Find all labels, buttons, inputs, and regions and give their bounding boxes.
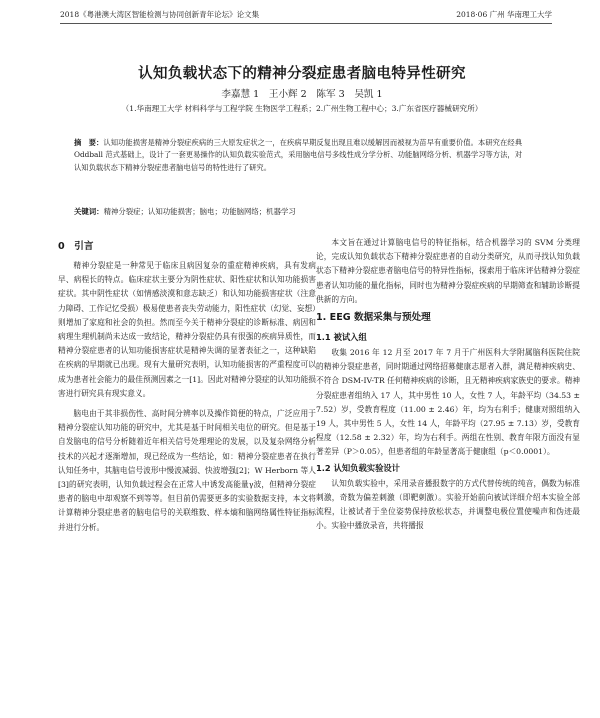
intro-paragraph-1: 精神分裂症是一种常见于临床且病因复杂的重症精神疾病，具有发病早、病程长的特点。临床症状主要分为阴性症状、阳性症状和认知功能损害症状。其中阴性症状（如情感淡漠和意志缺乏）和认知功能损害症状（注意力障碍、工作记忆受损）极易使患者丧失劳动能力，阳性症状（幻觉、妄想）则增加了家庭和社会的负担。然而至今关于精神分裂症的诊断标准、病因和病理生理机制尚未达成一致结论，精神分裂症仍具有很强的疾病异质性，而精神分裂症患者的认知功能损害症状是精神失调的显著表征之一，这种缺陷在疾病的早期就已出现。现有大量研究表明，认知功能损害的严重程度可以成为患者社会能力的最佳预测因素之一[1]。因此对精神分裂症的认知功能损害进行研究具有现实意义。	[58, 261, 316, 398]
intro-paragraph-2: 脑电由于其非损伤性、高时间分辨率以及操作简便的特点，广泛应用于精神分裂症认知功能的研究中，尤其是基于时间相关电位的研究。但是基于自发脑电的信号分析随着近年相关信号处理理论的发展，以及复杂网络分析技术的兴起才逐渐增加，现已经成为一些结论，如：精神分裂症患者在执行认知任务中，其脑电信号波形中慢波减弱、快波增强[2]；W Herborn 等人[3]的研究表明，认知负载过程会在正常人中诱发高能量γ波，但精神分裂症患者的脑电中却观察不到等等。但目前仍需要更多的实验数据支持，本文将计算精神分裂症患者的脑电信号的关联维数、样本熵和脑网络属性特征指标并进行分析。	[58, 409, 316, 532]
intro-paragraph-3: 本文旨在通过计算脑电信号的特征指标，结合机器学习的 SVM 分类理论，完成认知负载状态下精神分裂症患者的自动分类研究，从而寻找认知负载状态下精神分裂症患者脑电信号的特异性指标，探索用于临床评估精神分裂症患者认知功能的量化指标，同时也为精神分裂症疾病的早期筛查和辅助诊断提供新的方向。	[316, 238, 580, 304]
author-list: 李嘉慧 1 王小辉 2 陈军 3 吴凯 1	[221, 89, 383, 100]
right-column	[316, 236, 580, 533]
running-header-left: 2018《粤港澳大湾区智能检测与协同创新青年论坛》论文集	[60, 10, 260, 19]
keywords-text: 精神分裂症；认知功能损害；脑电；功能脑网络；机器学习	[103, 207, 296, 216]
abstract-text: 认知功能损害是精神分裂症疾病的三大原发症状之一，在疾病早期反复出现且难以缓解因而被视为苗早有重要价值。本研究在经典 Oddball 范式基础上，设计了一套更易操作的认知负载实验范式，采用脑电信号多线性成分学分析、功能脑网络分析、机器学习等方法，对认知负载状态下精神分裂症患者脑电信号的特性进行了研究。	[74, 138, 523, 172]
section-heading-intro: 0 引言	[58, 241, 94, 252]
keywords	[74, 206, 522, 218]
subsection-heading-subjects: 1.1 被试入组	[316, 332, 367, 343]
paper-title: 认知负载状态下的精神分裂症患者脑电特异性研究	[138, 66, 466, 82]
abstract	[74, 137, 522, 174]
keywords-label: 关键词：	[74, 207, 104, 216]
running-header-right: 2018·06 广州 华南理工大学	[456, 10, 552, 19]
design-paragraph: 认知负载实验中，采用录音播报数字的方式代替传统的纯音，偶数为标准刺激，奇数为偏差刺激（即靶刺激）。实验开始前向被试详细介绍本实验全部流程，让被试者于坐位姿势保持放松状态，并调整电极位置使噪声和伪迹最小。实验中播放录音，共将播报	[316, 478, 580, 531]
section-heading-eeg: 1. EEG 数据采集与预处理	[316, 312, 431, 324]
abstract-label: 摘 要：	[74, 138, 104, 147]
left-column	[58, 236, 316, 535]
affiliation: （1.华南理工大学 材料科学与工程学院 生物医学工程系；2.广州生物工程中心；3.广东省医疗器械研究所）	[121, 104, 483, 113]
title-block	[52, 64, 552, 115]
subsection-heading-design: 1.2 认知负载实验设计	[316, 462, 400, 473]
subjects-paragraph: 收集 2016 年 12 月至 2017 年 7 月于广州医科大学附属脑科医院住院的精神分裂症患者，同时期通过网络招募健康志愿者入群，满足精神疾病史、不符合 DSM-IV-TR 任何精神疾病的诊断，且无精神疾病家族史的要求。精神分裂症患者组纳入 17 人，其中男性 10 人，女性 7 人，年龄平均（34.53 ± 7.52）岁，受教育程度（11.00 ± 2.46）年，均为右利手；健康对照组纳入 19 人，其中男性 5 人，女性 14 人，年龄平均（27.95 ± 7.13）岁，受教育程度（12.58 ± 2.32）年，均为右利手。两组在性别、教育年限方面没有显著差异（P＞0.05），但患者组的年龄显著高于健康组（p＜0.0001）。	[316, 348, 580, 457]
running-header	[60, 8, 552, 24]
